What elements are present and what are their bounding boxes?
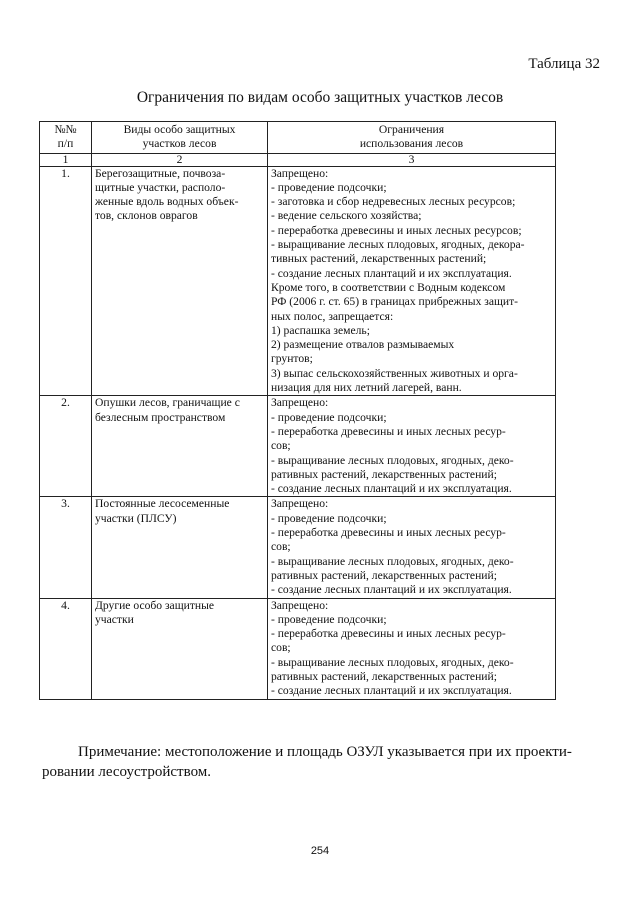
table-row [40, 166, 556, 396]
restriction-line: - выращивание лесных плодовых, ягодных, деко- [271, 655, 514, 669]
table-row [40, 598, 556, 699]
column-number-row [40, 153, 556, 166]
row-type [92, 497, 268, 598]
restrictions-table [39, 121, 556, 700]
type-line: безлесным пространством [95, 410, 226, 424]
restriction-line: - выращивание лесных плодовых, ягодных, декора- [271, 238, 525, 252]
restriction-line: - заготовка и сбор недревесных лесных ресурсов; [271, 195, 516, 209]
restriction-line: ративных растений, лекарственных растений; [271, 467, 497, 481]
restriction-line: Запрещено: [271, 166, 329, 180]
restriction-line: - создание лесных плантаций и их эксплуатация. [271, 482, 512, 496]
header-restrictions: Ограничения использования лесов [268, 122, 556, 154]
row-restrictions [268, 396, 556, 497]
type-line: участки [95, 612, 134, 626]
restriction-line: сов; [271, 641, 291, 655]
footnote: Примечание: местоположение и площадь ОЗУЛ указывается при их проекти-ровании лесоустройством. [42, 744, 572, 780]
restriction-line: - проведение подсочки; [271, 612, 387, 626]
restriction-line: - переработка древесины и иных лесных ресур- [271, 627, 506, 641]
table-row [40, 396, 556, 497]
restriction-line: Запрещено: [271, 497, 329, 511]
type-line: участки (ПЛСУ) [95, 511, 177, 525]
restriction-line: - проведение подсочки; [271, 511, 387, 525]
restriction-line: ративных растений, лекарственных растений; [271, 669, 497, 683]
table-number: Таблица 32 [528, 56, 600, 72]
restriction-line: Запрещено: [271, 598, 329, 612]
restriction-line: РФ (2006 г. ст. 65) в границах прибрежных защит- [271, 295, 519, 309]
restriction-line: 3) выпас сельскохозяйственных животных и орга- [271, 366, 518, 380]
row-restrictions [268, 598, 556, 699]
type-line: Постоянные лесосеменные [95, 497, 230, 511]
table-body [40, 166, 556, 699]
row-number: 4. [40, 598, 92, 699]
restriction-line: - выращивание лесных плодовых, ягодных, деко- [271, 453, 514, 467]
row-number: 3. [40, 497, 92, 598]
restriction-line: - создание лесных плантаций и их эксплуатация. [271, 266, 512, 280]
restriction-line: ных полос, запрещается: [271, 309, 394, 323]
type-line: Опушки лесов, граничащие с [95, 396, 240, 410]
restriction-line: ративных растений, лекарственных растений; [271, 568, 497, 582]
table-header-row [40, 122, 556, 154]
restriction-line: - ведение сельского хозяйства; [271, 209, 422, 223]
column-number: 1 [40, 153, 92, 166]
restriction-line: Запрещено: [271, 396, 329, 410]
column-number: 3 [268, 153, 556, 166]
row-restrictions [268, 497, 556, 598]
type-line: щитные участки, располо- [95, 180, 226, 194]
restriction-line: 1) распашка земель; [271, 323, 370, 337]
restriction-line: - переработка древесины и иных лесных ресур- [271, 424, 506, 438]
table-row [40, 497, 556, 598]
restriction-line: низация для них летний лагерей, ванн. [271, 381, 462, 395]
header-number: №№ п/п [40, 122, 92, 154]
row-type [92, 166, 268, 396]
restriction-line: 2) размещение отвалов размываемых [271, 338, 455, 352]
restriction-line: сов; [271, 540, 291, 554]
restriction-line: - проведение подсочки; [271, 410, 387, 424]
restriction-line: сов; [271, 439, 291, 453]
column-number: 2 [92, 153, 268, 166]
restriction-line: - создание лесных плантаций и их эксплуатация. [271, 684, 512, 698]
row-number: 1. [40, 166, 92, 396]
restriction-line: грунтов; [271, 352, 313, 366]
type-line: женные вдоль водных объек- [95, 195, 239, 209]
restriction-line: - переработка древесины и иных лесных ресур- [271, 526, 506, 540]
restriction-line: - проведение подсочки; [271, 180, 387, 194]
row-number: 2. [40, 396, 92, 497]
restriction-line: - переработка древесины и иных лесных ресурсов; [271, 223, 522, 237]
type-line: Берегозащитные, почвоза- [95, 166, 226, 180]
restriction-line: - выращивание лесных плодовых, ягодных, деко- [271, 554, 514, 568]
table-title: Ограничения по видам особо защитных участков лесов [136, 89, 504, 106]
header-types: Виды особо защитных участков лесов [92, 122, 268, 154]
page-number: 254 [310, 845, 330, 857]
restriction-line: - создание лесных плантаций и их эксплуатация. [271, 583, 512, 597]
restriction-line: Кроме того, в соответствии с Водным кодексом [271, 280, 506, 294]
type-line: тов, склонов оврагов [95, 209, 198, 223]
row-type [92, 598, 268, 699]
row-restrictions [268, 166, 556, 396]
restriction-line: тивных растений, лекарственных растений; [271, 252, 487, 266]
row-type [92, 396, 268, 497]
type-line: Другие особо защитные [95, 598, 215, 612]
